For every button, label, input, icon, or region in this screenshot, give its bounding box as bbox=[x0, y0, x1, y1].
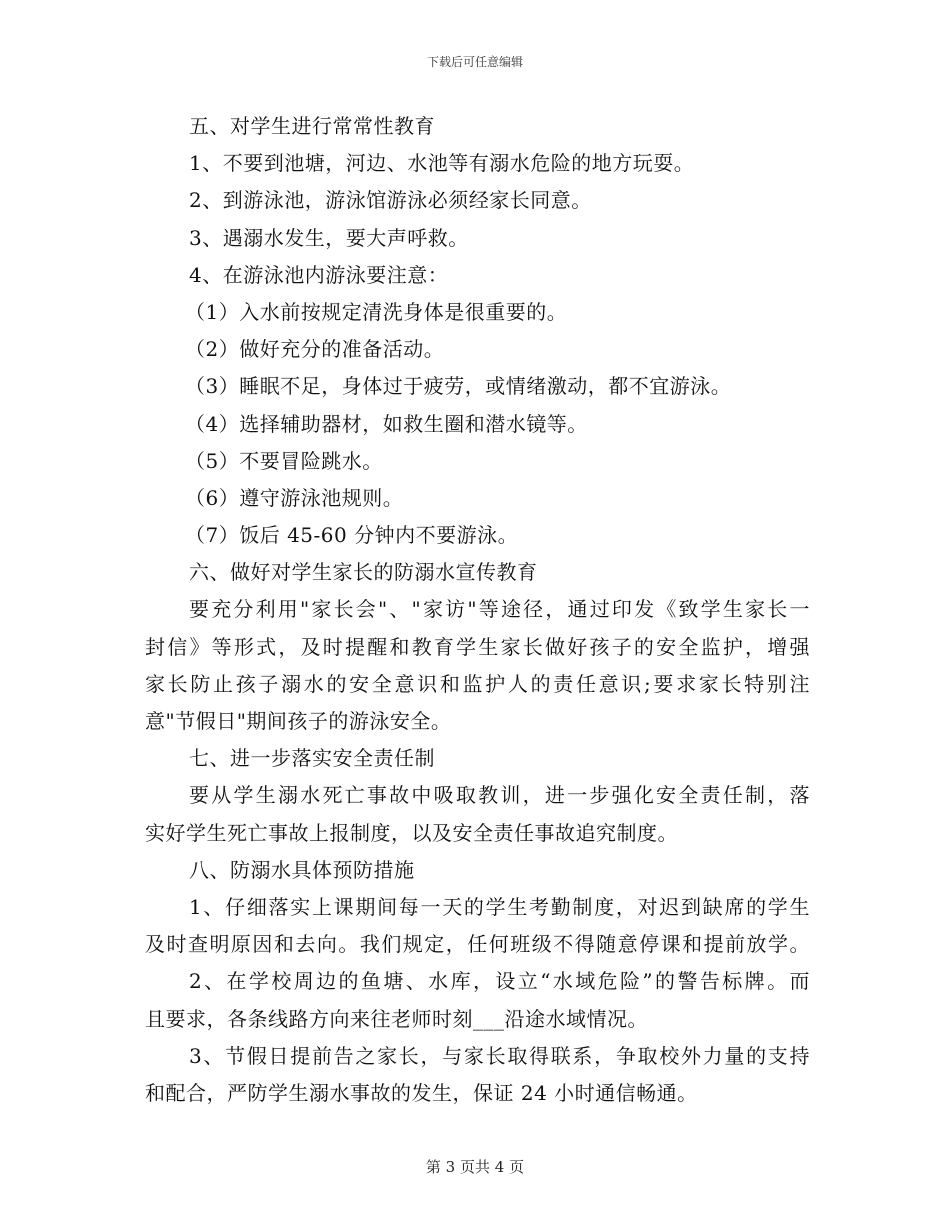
text-line: 家长防止孩子溺水的安全意识和监护人的责任意识;要求家长特别注 bbox=[145, 671, 810, 696]
text-line: （3）睡眠不足，身体过于疲劳，或情绪激动，都不宜游泳。 bbox=[185, 374, 732, 399]
text-line: 且要求，各条线路方向来往老师时刻___沿途水域情况。 bbox=[145, 1006, 648, 1031]
section-heading: 七、进一步落实安全责任制 bbox=[189, 746, 435, 771]
text-line: （4）选择辅助器材，如救生圈和潜水镜等。 bbox=[185, 411, 588, 436]
text-line: （2）做好充分的准备活动。 bbox=[185, 337, 445, 362]
text-line: 1、不要到池塘，河边、水池等有溺水危险的地方玩耍。 bbox=[189, 151, 695, 176]
page-header: 下载后可任意编辑 bbox=[426, 55, 523, 69]
text-line: 2、在学校周边的鱼塘、水库，设立“水域危险”的警告标牌。而 bbox=[189, 969, 810, 994]
text-line: 要从学生溺水死亡事故中吸取教训，进一步强化安全责任制，落 bbox=[189, 783, 810, 808]
section-heading: 六、做好对学生家长的防溺水宣传教育 bbox=[189, 560, 538, 585]
text-line: （5）不要冒险跳水。 bbox=[185, 448, 383, 473]
text-line: （1）入水前按规定清洗身体是很重要的。 bbox=[185, 299, 568, 324]
text-line: 实好学生死亡事故上报制度，以及安全责任事故追究制度。 bbox=[145, 820, 678, 845]
text-line: （6）遵守游泳池规则。 bbox=[185, 485, 404, 510]
section-heading: 八、防溺水具体预防措施 bbox=[189, 857, 415, 882]
text-line: 意"节假日"期间孩子的游泳安全。 bbox=[145, 709, 452, 733]
text-line: 及时查明原因和去向。我们规定，任何班级不得随意停课和提前放学。 bbox=[145, 932, 810, 957]
text-line: 和配合，严防学生溺水事故的发生，保证 24 小时通信畅通。 bbox=[145, 1080, 698, 1105]
text-line: 1、仔细落实上课期间每一天的学生考勤制度，对迟到缺席的学生 bbox=[189, 894, 810, 919]
text-line: 3、遇溺水发生，要大声呼救。 bbox=[189, 225, 469, 250]
text-line: 3、节假日提前告之家长，与家长取得联系，争取校外力量的支持 bbox=[189, 1043, 810, 1068]
text-line: 封信》等形式，及时提醒和教育学生家长做好孩子的安全监护，增强 bbox=[145, 634, 810, 659]
text-line: 五、对学生进行常常性教育 bbox=[189, 114, 435, 138]
text-line: （7）饭后 45-60 分钟内不要游泳。 bbox=[185, 523, 519, 548]
document-body bbox=[145, 108, 810, 1112]
page-footer: 第 3 页共 4 页 bbox=[425, 1158, 525, 1176]
text-line: 4、在游泳池内游泳要注意： bbox=[189, 262, 449, 287]
text-line: 2、到游泳池，游泳馆游泳必须经家长同意。 bbox=[189, 188, 592, 213]
text-line: 要充分利用"家长会"、"家访"等途径，通过印发《致学生家长一 bbox=[189, 597, 810, 622]
